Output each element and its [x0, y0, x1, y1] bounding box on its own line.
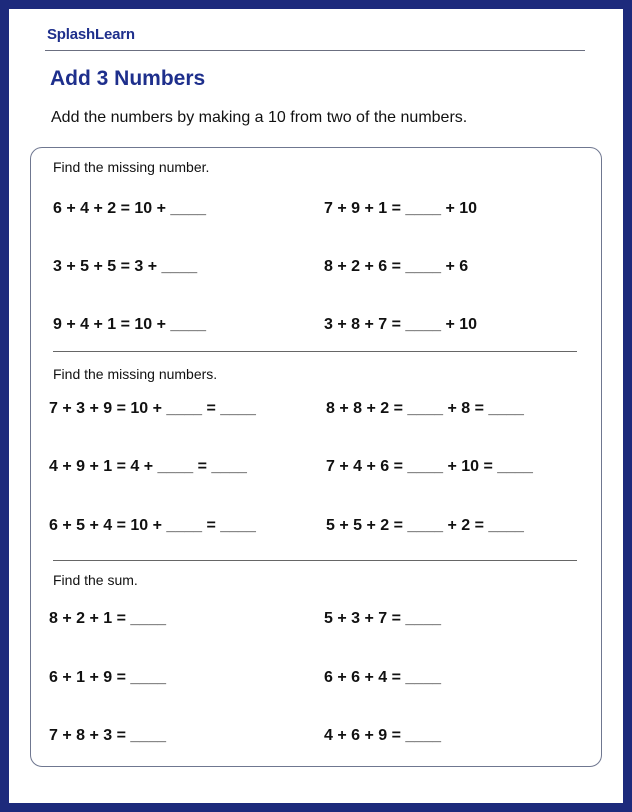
problem-1-3: 3 + 5 + 5 = 3 + ____ — [53, 258, 198, 275]
problem-1-5: 9 + 4 + 1 = 10 + ____ — [53, 316, 207, 333]
problem-2-3: 4 + 9 + 1 = 4 + ____ = ____ — [49, 458, 247, 475]
instruction-text: Add the numbers by making a 10 from two of the numbers. — [51, 109, 468, 126]
problem-3-3: 6 + 1 + 9 = ____ — [49, 669, 166, 686]
problem-2-4: 7 + 4 + 6 = ____ + 10 = ____ — [326, 458, 533, 475]
problem-3-4: 6 + 6 + 4 = ____ — [324, 669, 441, 686]
problem-1-4: 8 + 2 + 6 = ____ + 6 — [324, 258, 469, 275]
problem-2-1: 7 + 3 + 9 = 10 + ____ = ____ — [49, 400, 256, 417]
problem-1-6: 3 + 8 + 7 = ____ + 10 — [324, 316, 478, 333]
problem-1-2: 7 + 9 + 1 = ____ + 10 — [324, 200, 478, 217]
problem-3-6: 4 + 6 + 9 = ____ — [324, 727, 441, 744]
page-title: Add 3 Numbers — [50, 67, 206, 90]
problem-3-5: 7 + 8 + 3 = ____ — [49, 727, 166, 744]
section-divider-2 — [53, 560, 577, 561]
header-divider — [45, 50, 585, 51]
brand-logo: SplashLearn — [47, 26, 135, 43]
problem-1-1: 6 + 4 + 2 = 10 + ____ — [53, 200, 207, 217]
problem-2-5: 6 + 5 + 4 = 10 + ____ = ____ — [49, 517, 256, 534]
problem-3-2: 5 + 3 + 7 = ____ — [324, 610, 441, 627]
problem-2-6: 5 + 5 + 2 = ____ + 2 = ____ — [326, 517, 524, 534]
section-2-title: Find the missing numbers. — [53, 366, 218, 382]
section-3-title: Find the sum. — [53, 572, 138, 588]
problem-2-2: 8 + 8 + 2 = ____ + 8 = ____ — [326, 400, 524, 417]
section-divider-1 — [53, 351, 577, 352]
problem-3-1: 8 + 2 + 1 = ____ — [49, 610, 166, 627]
worksheet-page — [9, 9, 623, 803]
section-1-title: Find the missing number. — [53, 159, 210, 175]
